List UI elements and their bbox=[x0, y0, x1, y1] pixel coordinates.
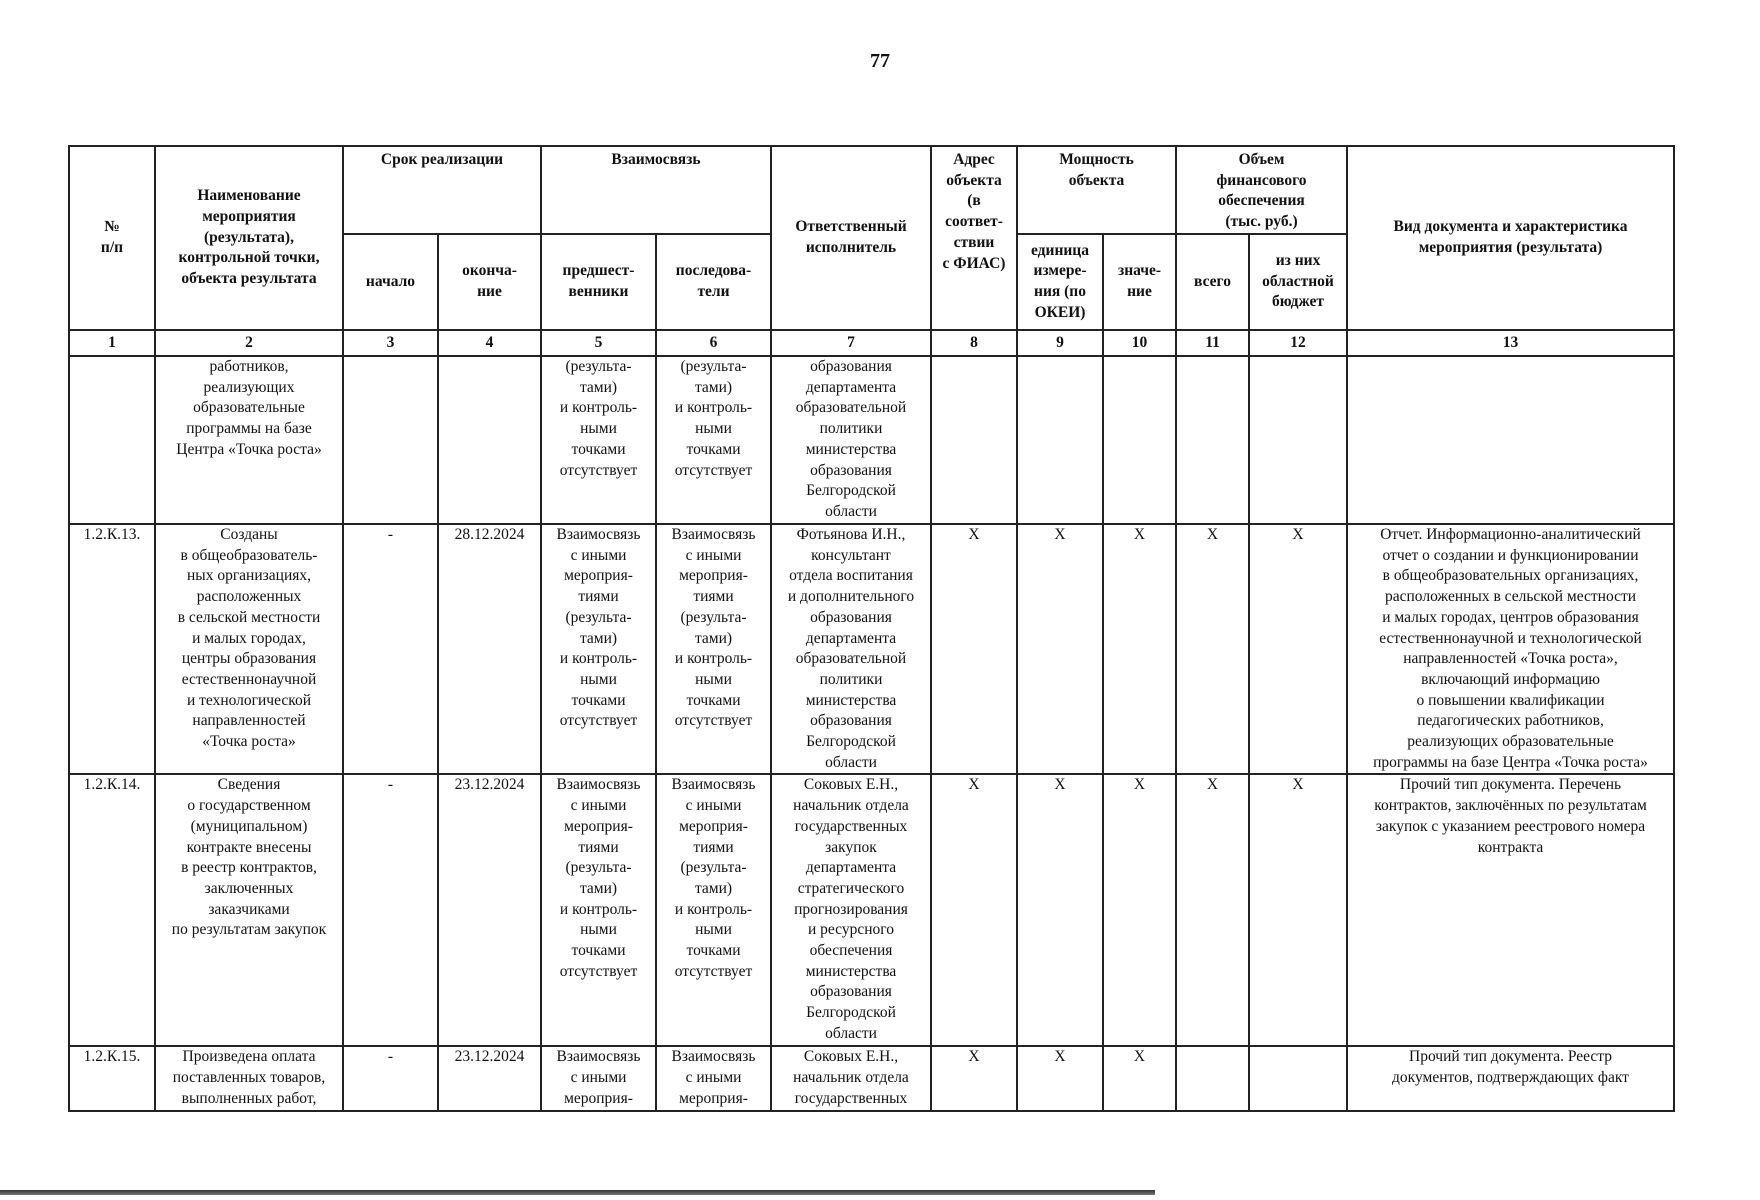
row-total: X bbox=[1176, 524, 1249, 774]
column-number: 12 bbox=[1249, 330, 1347, 356]
row-doc: Отчет. Информационно-аналитический отчет о создании и функционировании в общеобразовательных организациях, расположенных в сельской местности и малых городах, центров образования естественнонаучной и технологической направленностей «Точка роста», включающий информацию о повышении квалификации педагогических работников, реализующих образовательные программы на базе Центра «Точка роста» bbox=[1347, 524, 1674, 774]
row-next: (результа- тами) и контроль- ными точками отсутствует bbox=[656, 356, 771, 524]
row-next: Взаимосвязь с иными мероприя- bbox=[656, 1046, 771, 1110]
column-number: 3 bbox=[343, 330, 438, 356]
row-start bbox=[343, 356, 438, 524]
table-row bbox=[69, 774, 1674, 1046]
row-end: 23.12.2024 bbox=[438, 1046, 541, 1110]
page-number: 77 bbox=[870, 50, 890, 72]
header-doc-type: Вид документа и характеристика мероприятия (результата) bbox=[1347, 146, 1674, 330]
header-responsible: Ответственный исполнитель bbox=[771, 146, 931, 330]
column-number: 10 bbox=[1103, 330, 1176, 356]
header-term-end: оконча- ние bbox=[438, 234, 541, 330]
header-num: № п/п bbox=[69, 146, 155, 330]
row-value: X bbox=[1103, 774, 1176, 1046]
row-doc bbox=[1347, 356, 1674, 524]
header-link-next: последова- тели bbox=[656, 234, 771, 330]
row-address: X bbox=[931, 774, 1017, 1046]
row-unit: X bbox=[1017, 1046, 1103, 1110]
row-address: X bbox=[931, 1046, 1017, 1110]
table-row bbox=[69, 1046, 1674, 1110]
row-end: 23.12.2024 bbox=[438, 774, 541, 1046]
row-total: X bbox=[1176, 774, 1249, 1046]
header-capacity-unit: единица измере- ния (по ОКЕИ) bbox=[1017, 234, 1103, 330]
row-value: X bbox=[1103, 524, 1176, 774]
row-regional: X bbox=[1249, 774, 1347, 1046]
header-term-start: начало bbox=[343, 234, 438, 330]
row-name: Сведения о государственном (муниципальном) контракте внесены в реестр контрактов, заключенных заказчиками по результатам закупок bbox=[155, 774, 343, 1046]
header-link: Взаимосвязь bbox=[541, 146, 771, 234]
row-start: - bbox=[343, 774, 438, 1046]
row-prev: Взаимосвязь с иными мероприя- тиями (результа- тами) и контроль- ными точками отсутствует bbox=[541, 774, 656, 1046]
scan-edge-line bbox=[0, 1190, 1155, 1195]
row-total bbox=[1176, 1046, 1249, 1110]
row-start: - bbox=[343, 524, 438, 774]
row-start: - bbox=[343, 1046, 438, 1110]
row-num: 1.2.К.14. bbox=[69, 774, 155, 1046]
row-responsible: образования департамента образовательной политики министерства образования Белгородской области bbox=[771, 356, 931, 524]
row-value: X bbox=[1103, 1046, 1176, 1110]
header-finance-regional: из них областной бюджет bbox=[1249, 234, 1347, 330]
row-regional bbox=[1249, 356, 1347, 524]
row-regional bbox=[1249, 1046, 1347, 1110]
header-link-prev: предшест- венники bbox=[541, 234, 656, 330]
row-regional: X bbox=[1249, 524, 1347, 774]
row-responsible: Фотьянова И.Н., консультант отдела воспитания и дополнительного образования департамента образовательной политики министерства образования Белгородской области bbox=[771, 524, 931, 774]
row-next: Взаимосвязь с иными мероприя- тиями (результа- тами) и контроль- ными точками отсутствует bbox=[656, 524, 771, 774]
row-num bbox=[69, 356, 155, 524]
column-number: 11 bbox=[1176, 330, 1249, 356]
row-num: 1.2.К.13. bbox=[69, 524, 155, 774]
header-term: Срок реализации bbox=[343, 146, 541, 234]
row-prev: (результа- тами) и контроль- ными точками отсутствует bbox=[541, 356, 656, 524]
column-number: 13 bbox=[1347, 330, 1674, 356]
column-number: 6 bbox=[656, 330, 771, 356]
row-address bbox=[931, 356, 1017, 524]
column-number: 8 bbox=[931, 330, 1017, 356]
row-name: Созданы в общеобразователь- ных организациях, расположенных в сельской местности и малых городах, центры образования естественнонаучной и технологической направленностей «Точка роста» bbox=[155, 524, 343, 774]
row-end bbox=[438, 356, 541, 524]
row-doc: Прочий тип документа. Перечень контрактов, заключённых по результатам закупок с указанием реестрового номера контракта bbox=[1347, 774, 1674, 1046]
row-name: Произведена оплата поставленных товаров, выполненных работ, bbox=[155, 1046, 343, 1110]
row-address: X bbox=[931, 524, 1017, 774]
header-finance-total: всего bbox=[1176, 234, 1249, 330]
row-prev: Взаимосвязь с иными мероприя- тиями (результа- тами) и контроль- ными точками отсутствует bbox=[541, 524, 656, 774]
row-end: 28.12.2024 bbox=[438, 524, 541, 774]
table-row bbox=[69, 356, 1674, 524]
column-number: 1 bbox=[69, 330, 155, 356]
row-doc: Прочий тип документа. Реестр документов, подтверждающих факт bbox=[1347, 1046, 1674, 1110]
column-number: 5 bbox=[541, 330, 656, 356]
row-next: Взаимосвязь с иными мероприя- тиями (результа- тами) и контроль- ными точками отсутствует bbox=[656, 774, 771, 1046]
row-name: работников, реализующих образовательные программы на базе Центра «Точка роста» bbox=[155, 356, 343, 524]
column-number: 7 bbox=[771, 330, 931, 356]
column-number: 4 bbox=[438, 330, 541, 356]
row-prev: Взаимосвязь с иными мероприя- bbox=[541, 1046, 656, 1110]
row-unit bbox=[1017, 356, 1103, 524]
header-name: Наименование мероприятия (результата), контрольной точки, объекта результата bbox=[155, 146, 343, 330]
row-unit: X bbox=[1017, 774, 1103, 1046]
column-number: 9 bbox=[1017, 330, 1103, 356]
row-responsible: Соковых Е.Н., начальник отдела государственных закупок департамента стратегического прогнозирования и ресурсного обеспечения министерства образования Белгородской области bbox=[771, 774, 931, 1046]
header-capacity: Мощность объекта bbox=[1017, 146, 1176, 234]
row-responsible: Соковых Е.Н., начальник отдела государственных bbox=[771, 1046, 931, 1110]
header-finance: Объем финансового обеспечения (тыс. руб.) bbox=[1176, 146, 1347, 234]
row-unit: X bbox=[1017, 524, 1103, 774]
column-number-row bbox=[69, 330, 1674, 356]
row-value bbox=[1103, 356, 1176, 524]
activities-table bbox=[68, 145, 1675, 1112]
row-total bbox=[1176, 356, 1249, 524]
header-capacity-value: значе- ние bbox=[1103, 234, 1176, 330]
column-number: 2 bbox=[155, 330, 343, 356]
table-row bbox=[69, 524, 1674, 774]
row-num: 1.2.К.15. bbox=[69, 1046, 155, 1110]
header-address: Адрес объекта (в соответ- ствии с ФИАС) bbox=[931, 146, 1017, 330]
